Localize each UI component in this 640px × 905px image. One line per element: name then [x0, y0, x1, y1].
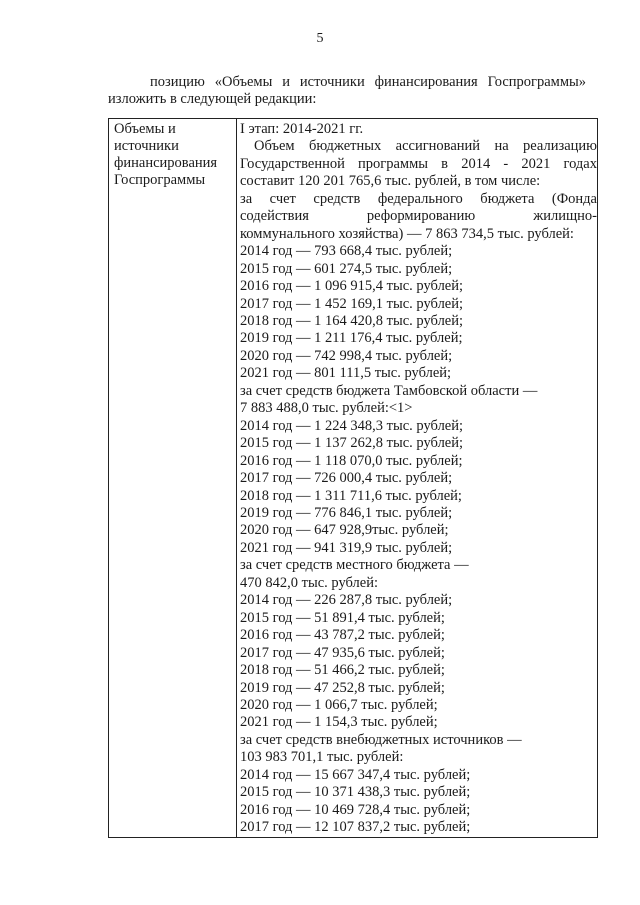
label-line: источники: [114, 138, 179, 154]
extrabudget-year-line: 2015 год — 10 371 438,3 тыс. рублей;: [240, 784, 471, 801]
local-year-line: 2018 год — 51 466,2 тыс. рублей;: [240, 662, 445, 679]
regional-year-line: 2014 год — 1 224 348,3 тыс. рублей;: [240, 417, 464, 434]
extrabudget-header-line: за счет средств внебюджетных источников —: [240, 731, 522, 748]
extrabudget-year-line: 2014 год — 15 667 347,4 тыс. рублей;: [240, 766, 471, 783]
financing-table: [108, 118, 598, 838]
intro-paragraph: [108, 74, 586, 108]
label-line: Госпрограммы: [114, 172, 206, 188]
local-header-line: за счет средств местного бюджета —: [240, 557, 469, 574]
local-year-line: 2020 год — 1 066,7 тыс. рублей;: [240, 696, 438, 713]
label-line: финансирования: [114, 155, 218, 171]
federal-year-line: 2021 год — 801 111,5 тыс. рублей;: [240, 365, 452, 382]
intro-line-1: позицию «Объемы и источники финансирования Госпрограммы»: [150, 74, 586, 90]
regional-header-line: за счет средств бюджета Тамбовской области —: [240, 382, 538, 399]
extrabudget-year-line: 2017 год — 12 107 837,2 тыс. рублей;: [240, 819, 471, 836]
total-line: Государственной программы в 2014 - 2021 годах: [240, 155, 597, 172]
federal-year-line: 2020 год — 742 998,4 тыс. рублей;: [240, 347, 453, 364]
regional-year-line: 2015 год — 1 137 262,8 тыс. рублей;: [240, 435, 464, 452]
local-year-line: 2016 год — 43 787,2 тыс. рублей;: [240, 627, 445, 644]
financing-content-cell: [237, 119, 598, 838]
federal-year-line: 2016 год — 1 096 915,4 тыс. рублей;: [240, 278, 464, 295]
local-header-line: 470 842,0 тыс. рублей:: [240, 574, 378, 591]
local-year-line: 2014 год — 226 287,8 тыс. рублей;: [240, 592, 453, 609]
federal-header-line: содействия реформированию жилищно-: [240, 208, 597, 225]
local-year-line: 2021 год — 1 154,3 тыс. рублей;: [240, 714, 438, 731]
federal-year-line: 2015 год — 601 274,5 тыс. рублей;: [240, 260, 453, 277]
intro-line-2: изложить в следующей редакции:: [108, 91, 317, 107]
extrabudget-header-line: 103 983 701,1 тыс. рублей:: [240, 749, 404, 766]
page-number: 5: [316, 31, 324, 46]
federal-year-line: 2018 год — 1 164 420,8 тыс. рублей;: [240, 312, 464, 329]
stage-line: I этап: 2014-2021 гг.: [240, 121, 364, 137]
federal-year-line: 2019 год — 1 211 176,4 тыс. рублей;: [240, 330, 463, 347]
table-row: [109, 119, 598, 838]
regional-year-line: 2016 год — 1 118 070,0 тыс. рублей;: [240, 452, 463, 469]
regional-year-line: 2019 год — 776 846,1 тыс. рублей;: [240, 504, 453, 521]
total-line: составит 120 201 765,6 тыс. рублей, в том числе:: [240, 173, 541, 190]
regional-year-line: 2018 год — 1 311 711,6 тыс. рублей;: [240, 487, 462, 504]
extrabudget-year-line: 2016 год — 10 469 728,4 тыс. рублей;: [240, 801, 471, 818]
federal-header-line: за счет средств федерального бюджета (Фонда: [240, 190, 597, 207]
local-year-line: 2017 год — 47 935,6 тыс. рублей;: [240, 644, 445, 661]
regional-year-line: 2017 год — 726 000,4 тыс. рублей;: [240, 470, 453, 487]
local-year-line: 2015 год — 51 891,4 тыс. рублей;: [240, 609, 445, 626]
regional-year-line: 2020 год — 647 928,9тыс. рублей;: [240, 522, 449, 539]
federal-year-line: 2014 год — 793 668,4 тыс. рублей;: [240, 243, 453, 260]
regional-year-line: 2021 год — 941 319,9 тыс. рублей;: [240, 539, 453, 556]
regional-header-line: 7 883 488,0 тыс. рублей:<1>: [240, 400, 413, 417]
local-year-line: 2019 год — 47 252,8 тыс. рублей;: [240, 679, 445, 696]
federal-header-line: коммунального хозяйства) — 7 863 734,5 тыс. рублей:: [240, 225, 574, 242]
federal-year-line: 2017 год — 1 452 169,1 тыс. рублей;: [240, 295, 464, 312]
label-line: Объемы и: [114, 121, 176, 137]
total-line: Объем бюджетных ассигнований на реализацию: [254, 138, 597, 155]
financing-label-cell: [109, 119, 237, 838]
